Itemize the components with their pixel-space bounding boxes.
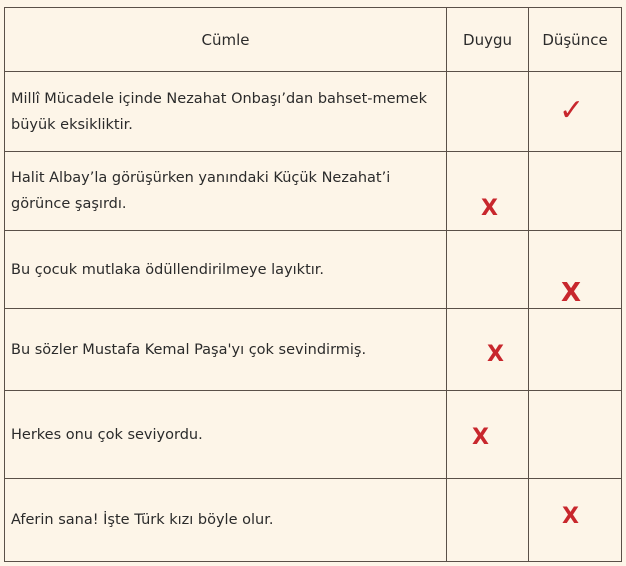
cross-mark: X bbox=[472, 425, 489, 450]
sentence-text: Aferin sana! İşte Türk kızı böyle olur. bbox=[5, 479, 447, 562]
feeling-cell bbox=[447, 231, 529, 309]
thought-cell bbox=[529, 152, 622, 231]
feeling-cell bbox=[447, 479, 529, 562]
sentence-text: Bu sözler Mustafa Kemal Paşa'yı çok sevindirmiş. bbox=[5, 309, 447, 391]
feeling-cell bbox=[447, 72, 529, 152]
thought-cell bbox=[529, 391, 622, 479]
thought-cell bbox=[529, 231, 622, 309]
cross-mark: X bbox=[487, 342, 504, 367]
header-sentence: Cümle bbox=[5, 8, 447, 72]
feeling-cell bbox=[447, 309, 529, 391]
feeling-cell bbox=[447, 152, 529, 231]
thought-cell bbox=[529, 72, 622, 152]
cross-mark: X bbox=[561, 278, 582, 308]
table-row bbox=[5, 152, 622, 231]
check-icon: ✓ bbox=[559, 93, 585, 128]
cross-mark: X bbox=[481, 196, 498, 221]
sentence-text: Millî Mücadele içinde Nezahat Onbaşı’dan bahset-memek büyük eksikliktir. bbox=[5, 72, 447, 152]
cross-mark: X bbox=[562, 504, 579, 529]
feeling-cell bbox=[447, 391, 529, 479]
table-row bbox=[5, 72, 622, 152]
header-row bbox=[5, 8, 622, 72]
header-thought: Düşünce bbox=[529, 8, 622, 72]
table-row bbox=[5, 309, 622, 391]
thought-cell bbox=[529, 309, 622, 391]
table-row bbox=[5, 479, 622, 562]
table-row bbox=[5, 391, 622, 479]
sentence-text: Herkes onu çok seviyordu. bbox=[5, 391, 447, 479]
thought-cell bbox=[529, 479, 622, 562]
sentence-text: Bu çocuk mutlaka ödüllendirilmeye layıktır. bbox=[5, 231, 447, 309]
table-row bbox=[5, 231, 622, 309]
sentence-classification-table bbox=[4, 7, 622, 562]
sentence-text: Halit Albay’la görüşürken yanındaki Küçük Nezahat’i görünce şaşırdı. bbox=[5, 152, 447, 231]
header-feeling: Duygu bbox=[447, 8, 529, 72]
